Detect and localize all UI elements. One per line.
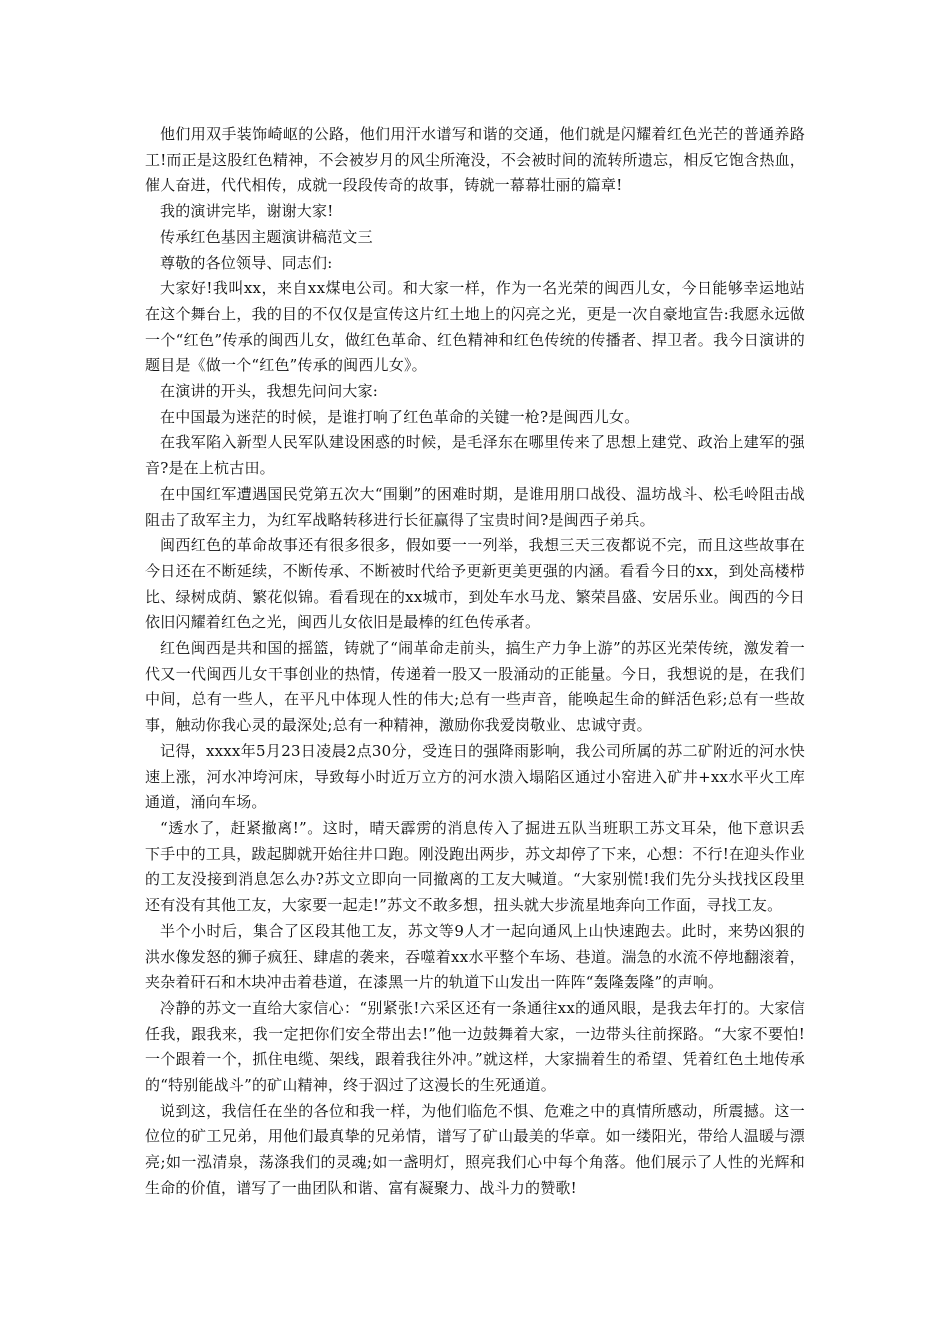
paragraph-closing-praise: 他们用双手装饰崎岖的公路，他们用汗水谱写和谐的交通，他们就是闪耀着红色光芒的普通养路工!而正是这股红色精神，不会被岁月的风尘所淹没，不会被时间的流转所遗忘，相反它饱含热血，催人奋进，代代相传，成就一段段传奇的故事，铸就一幕幕壮丽的篇章! xyxy=(145,125,805,195)
paragraph-thanks: 我的演讲完毕，谢谢大家! xyxy=(160,202,334,221)
paragraph-flood-event: 记得，xxxx年5月23日凌晨2点30分，受连日的强降雨影响，我公司所属的苏二矿附近的河水快速上涨，河水冲垮河床，导致每小时近万立方的河水溃入塌陷区通过小窑进入矿井+xx水平火工库通道，涌向车场。 xyxy=(145,741,805,812)
paragraph-stories: 闽西红色的革命故事还有很多很多，假如要一一列举，我想三天三夜都说不完，而且这些故事在今日还在不断延续，不断传承、不断被时代给予更新更美更强的内涵。看看今日的xx，到处高楼栉比、绿树成荫、繁花似锦。看看现在的xx城市，到处车水马龙、繁荣昌盛、安居乐业。闽西的今日依旧闪耀着红色之光，闽西儿女依旧是最棒的红色传承者。 xyxy=(145,536,805,632)
paragraph-confidence: 冷静的苏文一直给大家信心：“别紧张!六采区还有一条通往xx的通风眼，是我去年打的。大家信任我，跟我来，我一定把你们安全带出去!”他一边鼓舞着大家，一边带头往前探路。“大家不要怕!一个跟着一个，抓住电缆、架线，跟着我往外冲。”就这样，大家揣着生的希望、凭着红色土地传承的“特别能战斗”的矿山精神，终于泅过了这漫长的生死通道。 xyxy=(145,998,805,1095)
salutation: 尊敬的各位领导、同志们: xyxy=(160,253,333,272)
paragraph-question-lead: 在演讲的开头，我想先问问大家: xyxy=(160,382,379,401)
paragraph-question-2: 在我军陷入新型人民军队建设困惑的时候，是毛泽东在哪里传来了思想上建党、政治上建军的强音?是在上杭古田。 xyxy=(145,433,805,478)
section-title: 传承红色基因主题演讲稿范文三 xyxy=(160,227,373,246)
paragraph-tradition: 红色闽西是共和国的摇篮，铸就了“闹革命走前头，搞生产力争上游”的苏区光荣传统，激发着一代又一代闽西儿女干事创业的热情，传递着一股又一股涌动的正能量。今日，我想说的是，在我们中间，总有一些人，在平凡中体现人性的伟大;总有一些声音，能唤起生命的鲜活色彩;总有一些故事，触动你我心灵的最深处;总有一种精神，激励你我爱岗敬业、忠诚守责。 xyxy=(145,639,805,735)
document-body xyxy=(145,122,805,1202)
paragraph-evacuation: “透水了，赶紧撤离!”。这时，晴天霹雳的消息传入了掘进五队当班职工苏文耳朵，他下意识丢下手中的工具，跋起脚就开始往井口跑。刚没跑出两步，苏文却停了下来，心想：不行!在迎头作业的工友没接到消息怎么办?苏文立即向一同撤离的工友大喊道。“大家别慌!我们先分头找找区段里还有没有其他工友，大家要一起走!”苏文不敢多想，扭头就大步流星地奔向工作面，寻找工友。 xyxy=(145,818,805,915)
paragraph-conclusion: 说到这，我信任在坐的各位和我一样，为他们临危不惧、危难之中的真情所感动，所震撼。这一位位的矿工兄弟，用他们最真挚的兄弟情，谱写了矿山最美的华章。如一缕阳光，带给人温暖与漂亮;如一泓清泉，荡涤我们的灵魂;如一盏明灯，照亮我们心中每个角落。他们展示了人性的光辉和生命的价值，谱写了一曲团队和谐、富有凝聚力、战斗力的赞歌! xyxy=(145,1101,805,1197)
paragraph-intro: 大家好!我叫xx，来自xx煤电公司。和大家一样，作为一名光荣的闽西儿女，今日能够幸运地站在这个舞台上，我的目的不仅仅是宣传这片红土地上的闪亮之光，更是一次自豪地宣告:我愿永远做一个“红色”传承的闽西儿女，做红色革命、红色精神和红色传统的传播者、捍卫者。我今日演讲的题目是《做一个“红色”传承的闽西儿女》。 xyxy=(145,279,805,375)
paragraph-escape: 半个小时后，集合了区段其他工友，苏文等9人才一起向通风上山快速跑去。此时，来势凶狠的洪水像发怒的狮子疯狂、肆虐的袭来，吞噬着xx水平整个车场、巷道。湍急的水流不停地翻滚着，夹杂着矸石和木块冲击着巷道，在漆黑一片的轨道下山发出一阵阵“轰隆轰隆”的声响。 xyxy=(145,921,805,992)
paragraph-question-1: 在中国最为迷茫的时候，是谁打响了红色革命的关键一枪?是闽西儿女。 xyxy=(160,407,640,426)
paragraph-question-3: 在中国红军遭遇国民党第五次大“围剿”的困难时期，是谁用朋口战役、温坊战斗、松毛岭阻击战阻击了敌军主力，为红军战略转移进行长征赢得了宝贵时间?是闽西子弟兵。 xyxy=(145,484,805,529)
